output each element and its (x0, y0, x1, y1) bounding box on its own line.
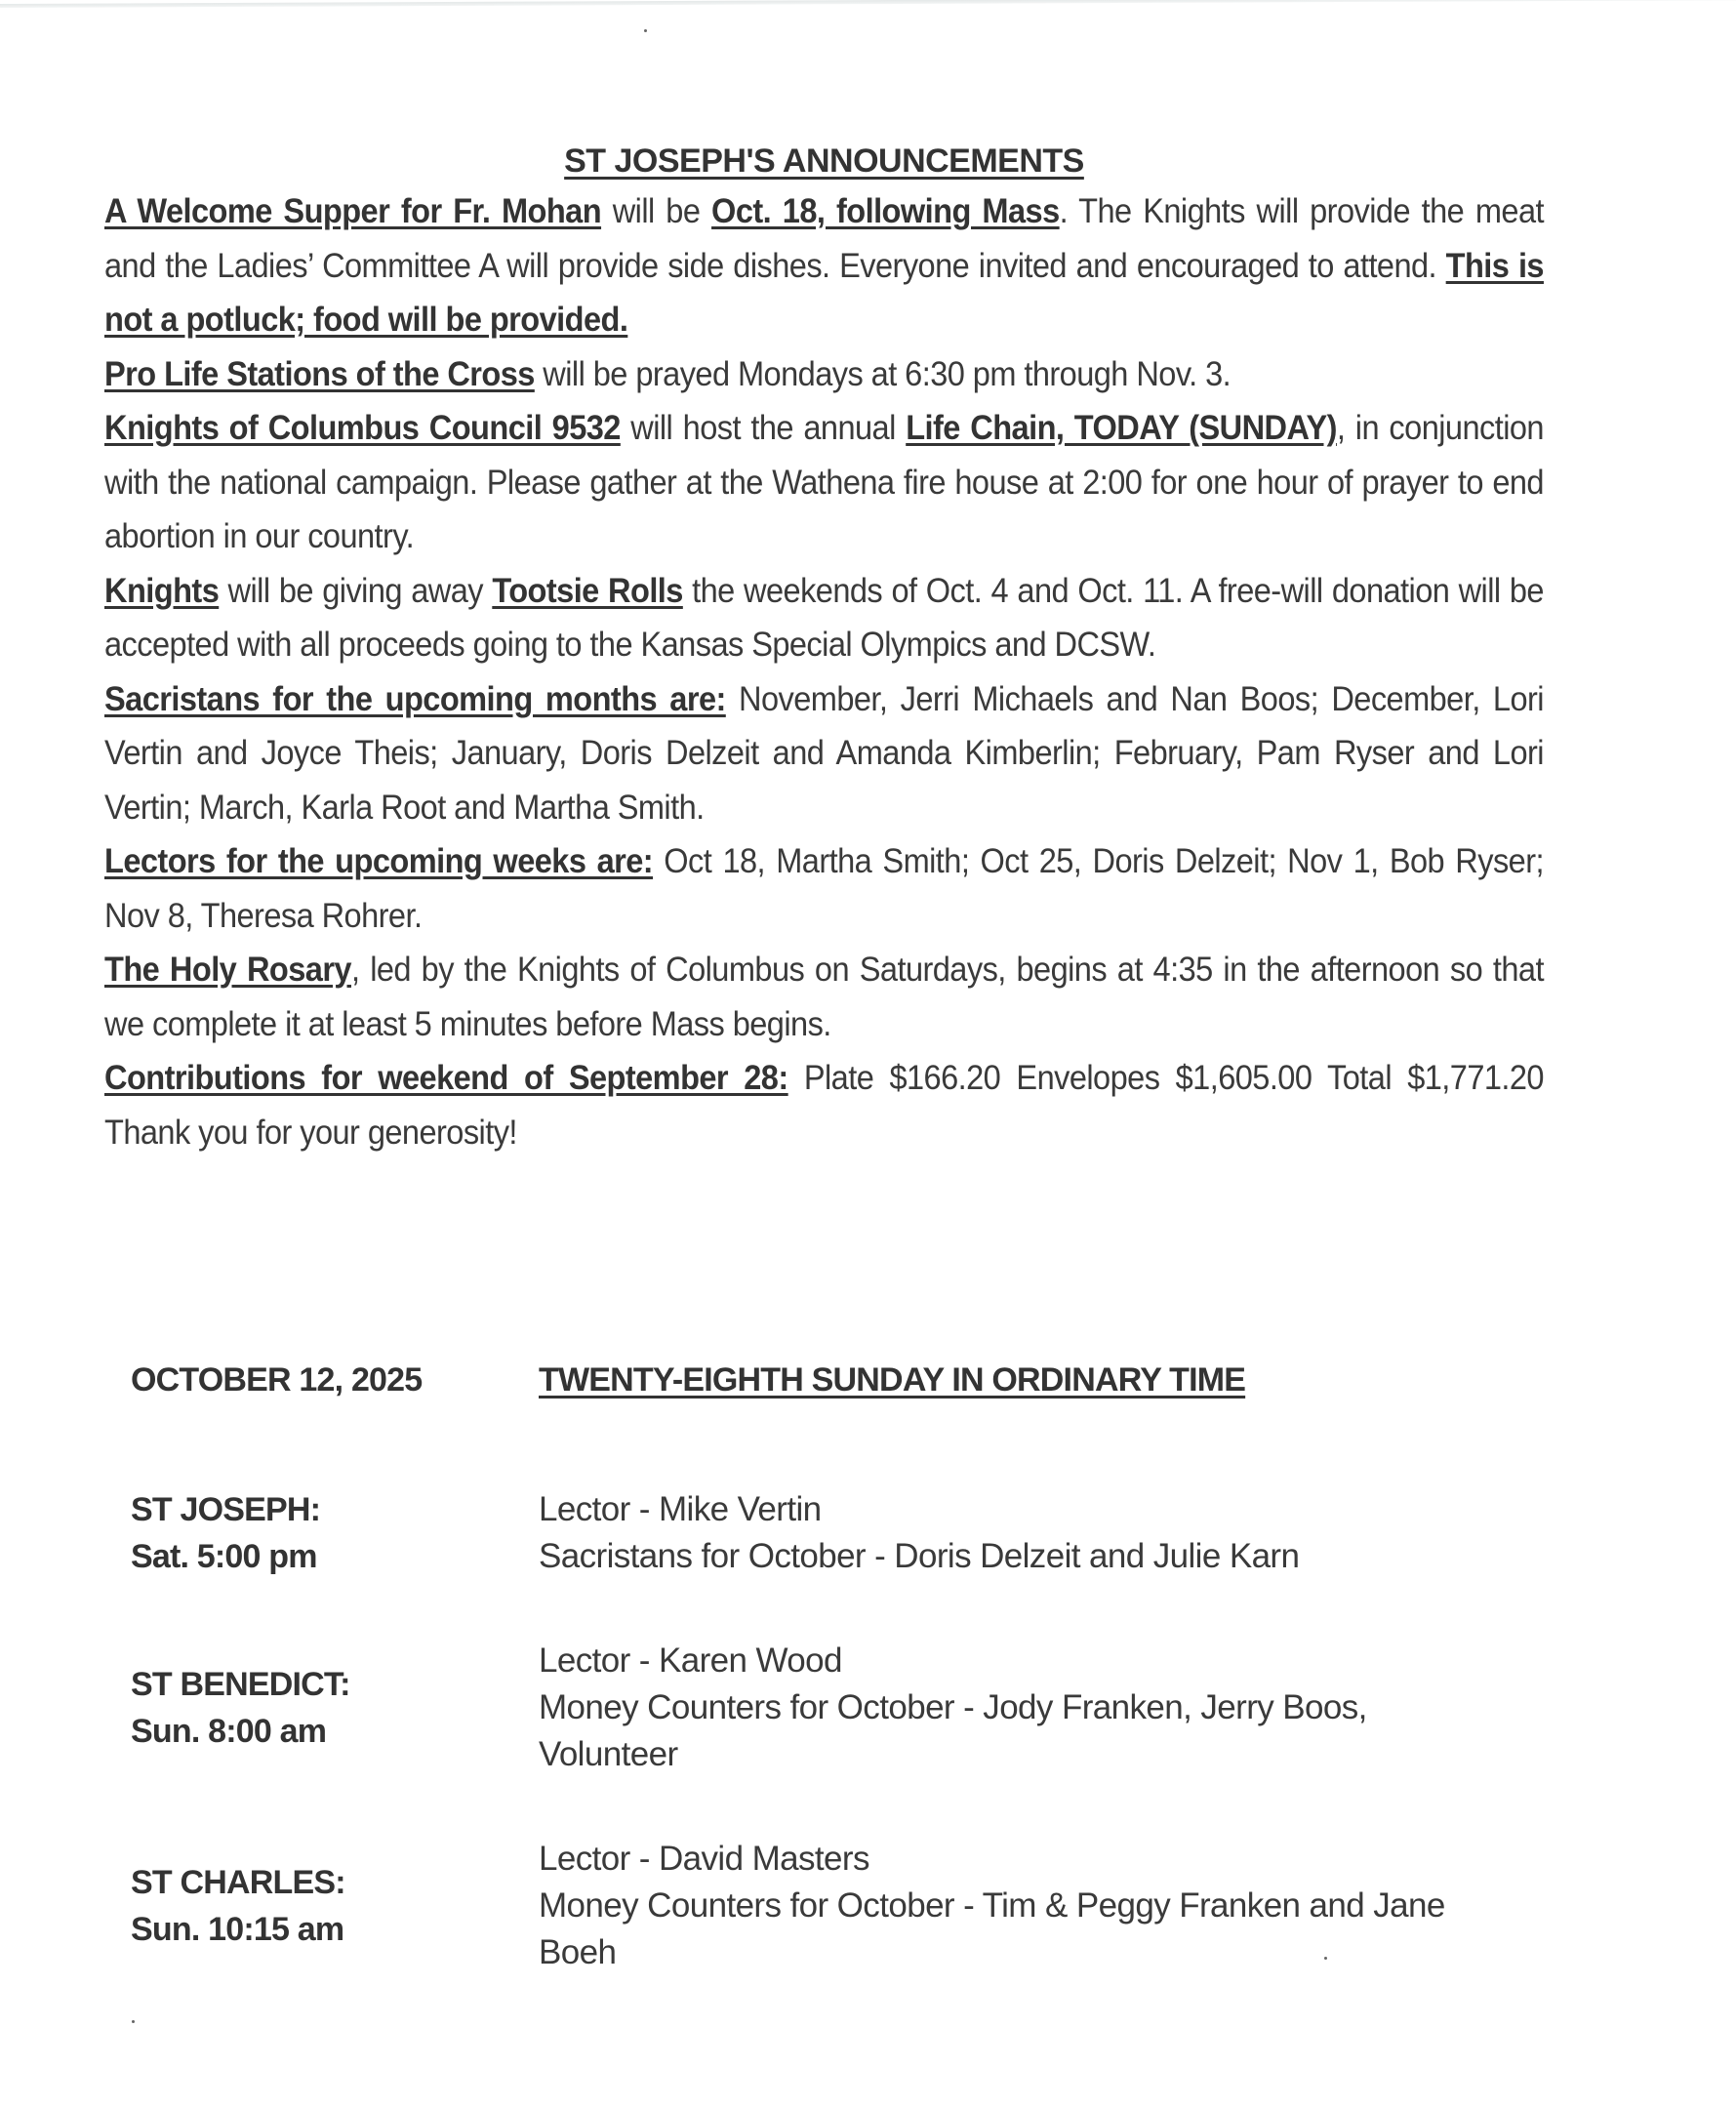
duty-line: Money Counters for October - Jody Franken, Jerry Boos, Volunteer (539, 1688, 1367, 1773)
announcement-heading: Knights (104, 571, 220, 610)
announcement-text: the weekends of Oct. 4 and Oct. 11. A free-will donation will be accepted with all proceeds going to the Kansas Special Olympics and DCSW. (104, 571, 1544, 664)
parish-duties (539, 1836, 1475, 1976)
announcement-item (104, 834, 1544, 943)
announcement-text: Plate $166.20 Envelopes $1,605.00 Total $1,771.20 Thank you for your generosity! (104, 1059, 1544, 1152)
announcement-item (104, 347, 1544, 402)
announcements-title: ST JOSEPH'S ANNOUNCEMENTS (564, 142, 1084, 180)
parish-label (131, 1486, 539, 1580)
announcement-heading: Pro Life Stations of the Cross (104, 354, 535, 393)
announcement-item (104, 564, 1544, 672)
schedule-section (131, 1361, 1595, 1971)
announcement-heading: Life Chain, TODAY (SUNDAY) (906, 409, 1337, 447)
duty-line: Lector - Karen Wood (539, 1642, 842, 1680)
announcement-heading: Contributions for weekend of September 28: (104, 1059, 788, 1097)
announcement-heading: Lectors for the upcoming weeks are: (104, 842, 654, 880)
announcement-text: . The Knights will provide the meat and the Ladies’ Committee A will provide side dishes. Everyone invited and encouraged to attend. (104, 192, 1544, 285)
announcement-text: will be giving away (219, 571, 493, 610)
announcement-heading: This is not a potluck; food will be provided. (104, 246, 1544, 339)
parish-name: ST BENEDICT: (131, 1666, 350, 1703)
mass-time: Sat. 5:00 pm (131, 1538, 317, 1575)
announcement-text: , in conjunction with the national campaign. Please gather at the Wathena fire house at 2:00 for one hour of prayer to end abortion in our country. (104, 409, 1544, 555)
mass-time: Sun. 8:00 am (131, 1713, 327, 1750)
announcement-heading: Tootsie Rolls (492, 571, 683, 610)
announcement-text: November, Jerri Michaels and Nan Boos; December, Lori Vertin and Joyce Theis; January, Doris Delzeit and Amanda Kimberlin; February, Pam Ryser and Lori Vertin; March, Karla Root and Martha Smith. (104, 679, 1544, 827)
parish-name: ST JOSEPH: (131, 1491, 321, 1528)
announcement-text: will host the annual (620, 409, 907, 447)
announcement-heading: Knights of Columbus Council 9532 (104, 409, 621, 447)
announcements-list (104, 184, 1544, 1159)
duty-line: Sacristans for October - Doris Delzeit and Julie Karn (539, 1537, 1300, 1575)
announcement-heading: The Holy Rosary (104, 951, 351, 989)
announcement-item (104, 672, 1544, 835)
announcement-heading: A Welcome Supper for Fr. Mohan (104, 192, 602, 230)
announcement-heading: Sacristans for the upcoming months are: (104, 679, 726, 718)
parish-duties (539, 1486, 1475, 1580)
parish-label (131, 1859, 539, 1953)
parish-duties (539, 1638, 1475, 1778)
duty-line: Money Counters for October - Tim & Peggy Franken and Jane Boeh (539, 1886, 1445, 1971)
announcement-item (104, 401, 1544, 564)
duty-line: Lector - David Masters (539, 1840, 869, 1878)
parish-label (131, 1661, 539, 1755)
announcements-section (104, 142, 1544, 1159)
mass-time: Sun. 10:15 am (131, 1911, 344, 1948)
schedule-title: TWENTY-EIGHTH SUNDAY IN ORDINARY TIME (539, 1361, 1246, 1399)
scan-edge (0, 0, 1736, 8)
parish-st-charles (131, 1836, 1595, 1976)
announcement-item (104, 184, 1544, 347)
announcement-item (104, 1051, 1544, 1159)
schedule-header (131, 1361, 1595, 1399)
announcement-heading: Oct. 18, following Mass (711, 192, 1060, 230)
announcement-text: will be (601, 192, 712, 230)
parish-st-benedict (131, 1638, 1595, 1778)
announcement-text: Oct 18, Martha Smith; Oct 25, Doris Delzeit; Nov 1, Bob Ryser; Nov 8, Theresa Rohrer. (104, 842, 1544, 935)
duty-line: Lector - Mike Vertin (539, 1490, 822, 1528)
announcement-text: , led by the Knights of Columbus on Saturdays, begins at 4:35 in the afternoon so that we complete it at least 5 minutes before Mass begins. (104, 951, 1544, 1043)
scan-speck (1324, 1957, 1327, 1960)
parish-name: ST CHARLES: (131, 1864, 345, 1901)
scan-speck (644, 29, 647, 32)
scan-speck (132, 2020, 135, 2023)
parish-st-joseph (131, 1486, 1595, 1580)
announcement-text: will be prayed Mondays at 6:30 pm through Nov. 3. (534, 354, 1231, 393)
announcement-item (104, 943, 1544, 1051)
schedule-date: OCTOBER 12, 2025 (131, 1361, 423, 1399)
